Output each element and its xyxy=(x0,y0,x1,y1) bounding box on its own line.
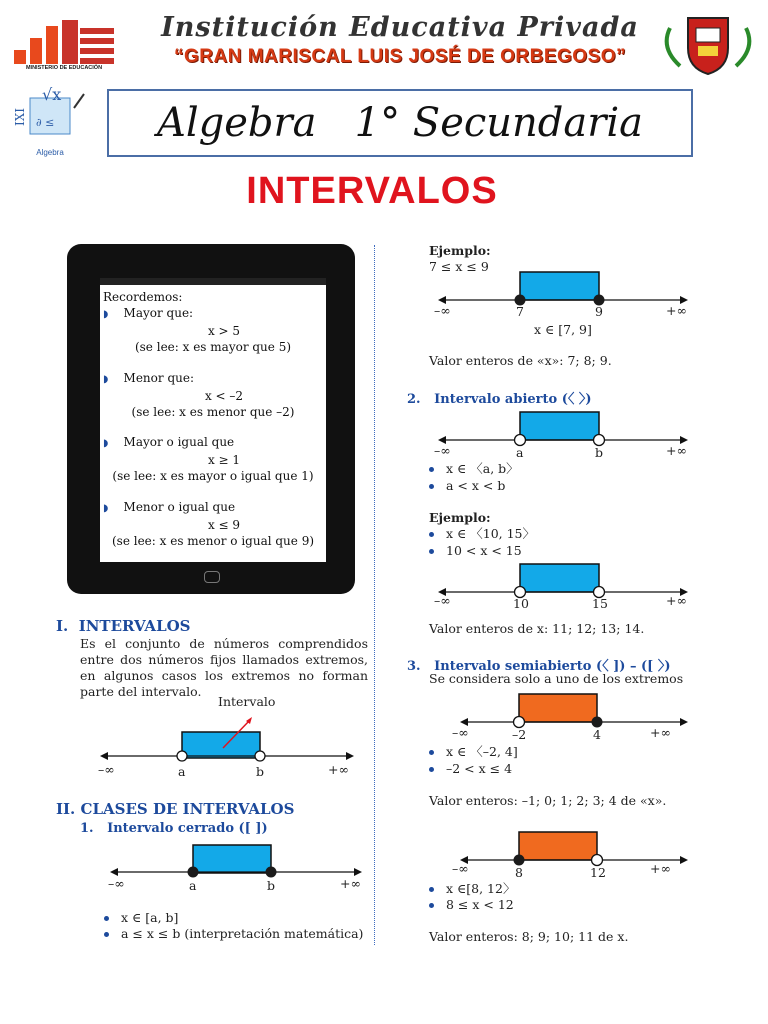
bullet-icon: ◗ xyxy=(103,438,109,449)
pos-infinity-label: +∞ xyxy=(666,303,687,318)
tablet-item xyxy=(103,370,323,420)
tick-label-12: 12 xyxy=(590,865,606,880)
list-item xyxy=(429,461,519,477)
bullet-icon xyxy=(429,767,434,772)
bullet-text: a ≤ x ≤ b (interpretación matemática) xyxy=(121,926,364,941)
neg-infinity-label: –∞ xyxy=(98,762,115,777)
open-interval-diagram xyxy=(430,408,694,460)
topic-title: INTERVALOS xyxy=(246,170,498,212)
column-divider xyxy=(374,245,375,945)
tablet-item-expr: x ≥ 1 xyxy=(207,453,241,467)
pos-infinity-label: +∞ xyxy=(340,876,361,891)
list-item xyxy=(429,744,518,760)
half-open-description: Se considera solo a uno de los extremos xyxy=(429,671,684,686)
list-item xyxy=(429,526,535,542)
endpoint-b-label: b xyxy=(267,878,276,893)
half-open-diagram-1 xyxy=(452,690,694,742)
example-expression: 7 ≤ x ≤ 9 xyxy=(429,259,489,274)
tablet-heading: Recordemos: xyxy=(103,290,183,304)
bullet-text: a < x < b xyxy=(446,478,506,493)
example-1-values: Valor enteros de «x»: 7; 8; 9. xyxy=(429,353,612,368)
course-title-box xyxy=(107,89,693,157)
svg-text:√x: √x xyxy=(42,85,62,104)
institution-name: Institución Educativa Privada xyxy=(161,12,639,43)
tick-label-10: 10 xyxy=(513,596,529,611)
list-item xyxy=(429,543,522,559)
section-1-heading xyxy=(56,617,191,635)
example-label: Ejemplo: xyxy=(429,243,491,258)
bullet-text: x ∈[8, 12〉 xyxy=(446,881,516,896)
section-2-heading xyxy=(56,800,294,818)
neg-infinity-label: –∞ xyxy=(434,593,451,608)
bullet-icon xyxy=(429,887,434,892)
tick-label-7: 7 xyxy=(516,304,524,319)
bullet-icon xyxy=(429,903,434,908)
section-title: INTERVALOS xyxy=(78,617,191,635)
bullet-icon xyxy=(429,532,434,537)
endpoint-a-label: a xyxy=(189,878,197,893)
bullet-icon xyxy=(104,916,109,921)
bullet-text: 8 ≤ x < 12 xyxy=(446,897,514,912)
bullet-text: x ∈ 〈–2, 4] xyxy=(446,744,518,759)
neg-infinity-label: –∞ xyxy=(452,861,469,876)
example-1-set: x ∈ [7, 9] xyxy=(534,322,592,337)
tablet-status-bar xyxy=(100,278,326,285)
subsection-number: 2. xyxy=(407,392,421,407)
section-title: CLASES DE INTERVALOS xyxy=(80,800,295,818)
section-1-text: Es el conjunto de números comprendidos entre dos números fijos llamados extremos, en algunos casos los extremos no forman parte del intervalo. xyxy=(80,636,368,699)
tablet-item-label: Mayor o igual que xyxy=(123,435,235,449)
bullet-icon: ◗ xyxy=(103,503,109,514)
algebra-logo xyxy=(10,84,90,160)
bullet-icon xyxy=(104,932,109,937)
neg-infinity-label: –∞ xyxy=(452,725,469,740)
tablet-item xyxy=(103,305,323,355)
list-item xyxy=(429,478,505,494)
tablet-item-label: Menor que: xyxy=(123,371,194,385)
tablet-item-expr: x ≤ 9 xyxy=(207,518,241,532)
bullet-text: –2 < x ≤ 4 xyxy=(446,761,513,776)
list-item xyxy=(104,926,363,942)
section-number: II. xyxy=(56,800,76,818)
tablet-item-label: Menor o igual que xyxy=(123,500,236,514)
tablet-item-reading: (se lee: x es menor o igual que 9) xyxy=(111,534,315,548)
list-item xyxy=(429,897,514,913)
tablet-item xyxy=(103,499,323,549)
subsection-title: Intervalo semiabierto (〈 ]) – ([ 〉) xyxy=(434,659,671,674)
interval-annotation: Intervalo xyxy=(218,694,276,709)
bullet-icon xyxy=(429,484,434,489)
tick-label-8: 8 xyxy=(515,865,523,880)
half-open-values-1: Valor enteros: –1; 0; 1; 2; 3; 4 de «x». xyxy=(429,793,667,808)
half-open-values-2: Valor enteros: 8; 9; 10; 11 de x. xyxy=(429,929,629,944)
tablet-item-expr: x > 5 xyxy=(207,324,241,338)
pos-infinity-label: +∞ xyxy=(328,762,349,777)
half-open-diagram-2 xyxy=(452,828,694,880)
course-title: Algebra 1° Secundaria xyxy=(156,100,644,146)
subsection-number: 3. xyxy=(407,659,421,674)
pos-infinity-label: +∞ xyxy=(650,725,671,740)
closed-interval-diagram xyxy=(106,840,368,896)
pos-infinity-label: +∞ xyxy=(650,861,671,876)
bullet-text: 10 < x < 15 xyxy=(446,543,522,558)
subsection-title: Intervalo abierto (〈 〉) xyxy=(434,392,592,407)
example-1-diagram xyxy=(430,268,694,320)
bullet-icon xyxy=(429,467,434,472)
closed-interval-heading: 1. Intervalo cerrado ([ ]) xyxy=(80,821,268,836)
svg-text:IXI: IXI xyxy=(13,107,27,126)
example-2-values: Valor enteros de x: 11; 12; 13; 14. xyxy=(429,621,645,636)
tick-label-4: 4 xyxy=(593,727,601,742)
endpoint-a-label: a xyxy=(516,445,524,460)
bullet-text: x ∈ 〈a, b〉 xyxy=(446,461,519,476)
endpoint-b-label: b xyxy=(256,764,265,779)
bullet-icon: ◗ xyxy=(103,374,109,385)
bullet-icon: ◗ xyxy=(103,309,109,320)
example-2-diagram xyxy=(430,560,694,612)
pos-infinity-label: +∞ xyxy=(666,443,687,458)
svg-text:∂ ≤: ∂ ≤ xyxy=(36,116,55,129)
tick-label-minus-2: –2 xyxy=(512,727,527,742)
tablet-item-expr: x < –2 xyxy=(204,389,244,403)
bullet-text: x ∈ 〈10, 15〉 xyxy=(446,526,536,541)
list-item xyxy=(429,881,515,897)
pos-infinity-label: +∞ xyxy=(666,593,687,608)
open-interval-heading xyxy=(407,388,592,407)
tablet-item-reading: (se lee: x es mayor que 5) xyxy=(134,340,292,354)
section-number: I. xyxy=(56,617,69,635)
endpoint-b-label: b xyxy=(595,445,604,460)
algebra-logo-label: Algebra xyxy=(36,148,64,157)
endpoint-a-label: a xyxy=(178,764,186,779)
school-crest-icon xyxy=(660,8,756,78)
tablet-item xyxy=(103,434,323,484)
neg-infinity-label: –∞ xyxy=(434,443,451,458)
tablet-item-reading: (se lee: x es mayor o igual que 1) xyxy=(112,469,314,483)
bullet-icon xyxy=(429,549,434,554)
tablet-item-reading: (se lee: x es menor que –2) xyxy=(131,405,295,419)
list-item xyxy=(104,910,178,926)
ministry-label: MINISTERIO DE EDUCACIÓN xyxy=(25,65,103,71)
example-label: Ejemplo: xyxy=(429,510,491,525)
home-button-icon xyxy=(204,571,220,583)
algebra-symbols-icon xyxy=(10,84,90,148)
tick-label-15: 15 xyxy=(592,596,608,611)
neg-infinity-label: –∞ xyxy=(108,876,125,891)
tick-label-9: 9 xyxy=(595,304,603,319)
bullet-text: x ∈ [a, b] xyxy=(121,910,179,925)
interval-diagram-general xyxy=(96,690,360,780)
tablet-item-label: Mayor que: xyxy=(123,306,194,320)
neg-infinity-label: –∞ xyxy=(434,303,451,318)
ministry-logo xyxy=(8,18,120,74)
list-item xyxy=(429,761,512,777)
school-name: “GRAN MARISCAL LUIS JOSÉ DE ORBEGOSO” xyxy=(173,46,627,67)
bullet-icon xyxy=(429,750,434,755)
